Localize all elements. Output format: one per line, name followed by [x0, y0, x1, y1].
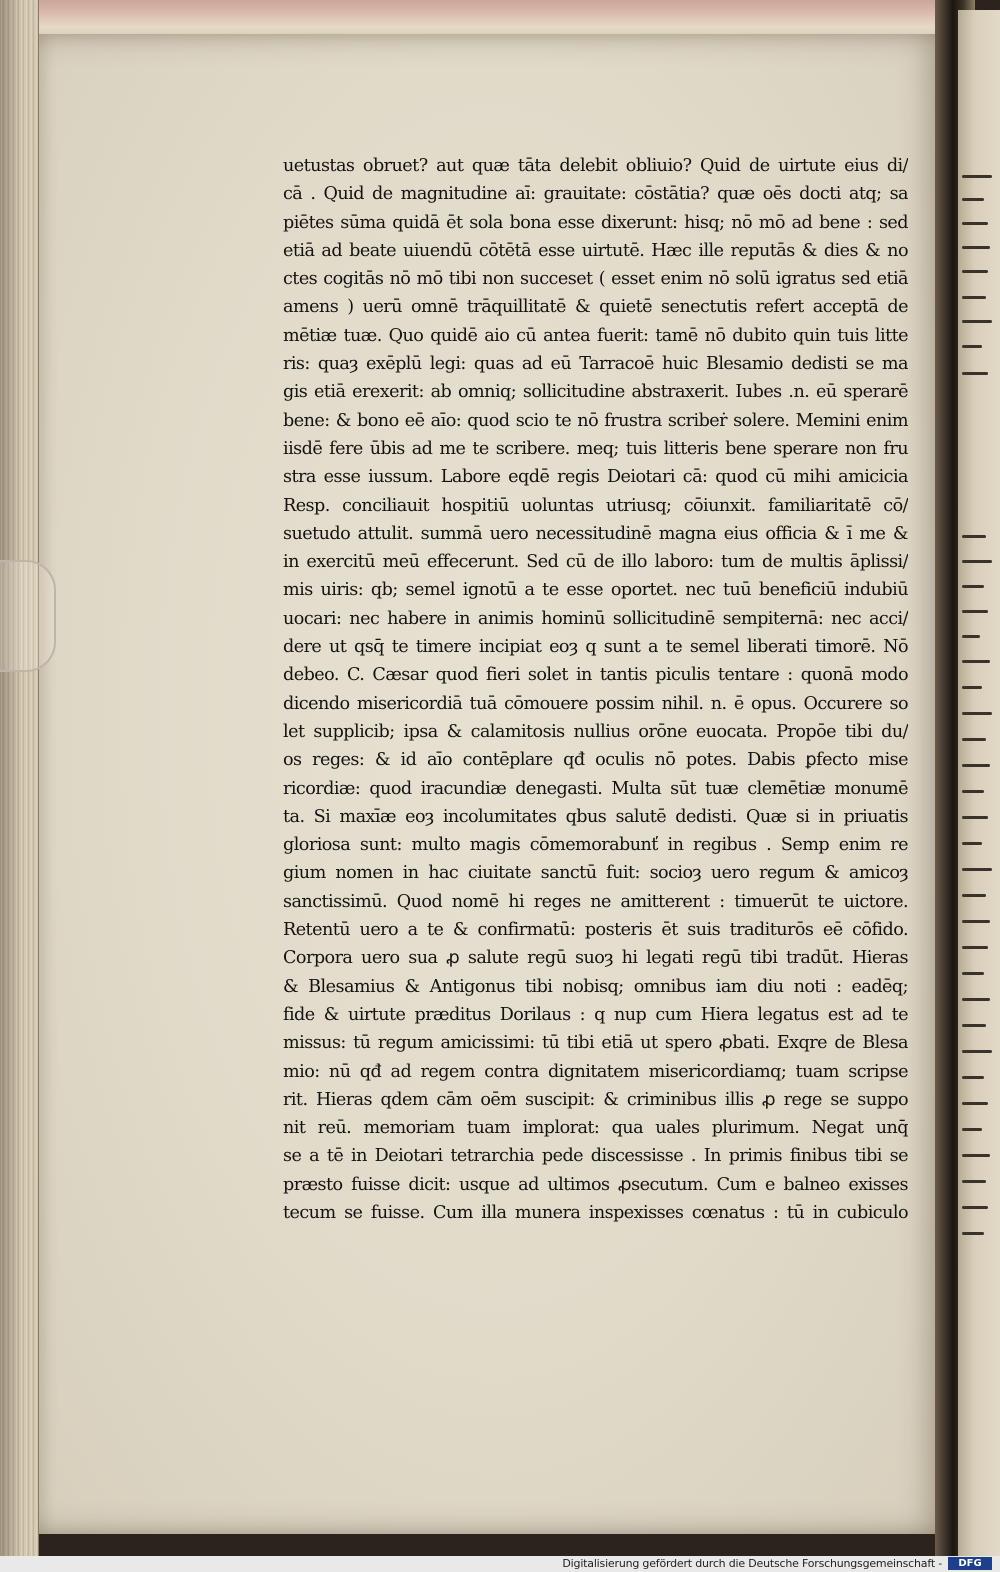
text-line: os reges: & id aīo contēplare qđ oculis nō potes. Dabis ꝑfecto mise: [283, 750, 908, 771]
text-line: fide & uirtute præditus Dorilaus : q nup cum Hiera legatus est ad te: [283, 1004, 908, 1025]
text-line: mio: nū qđ ad regem contra dignitatem misericordiamq; tuam scripse: [283, 1061, 908, 1082]
text-line: gium nomen in hac ciuitate sanctū fuit: socioȝ uero regum & amicoȝ: [283, 863, 908, 884]
facing-page-text-fragment: [962, 764, 990, 767]
facing-page-text-fragment: [962, 920, 990, 923]
text-line: Resp. conciliauit hospitiū uoluntas utriusq; cōiunxit. familiaritatē cō/: [283, 495, 908, 516]
text-line: se a tē in Deiotari tetrarchia pede discessisse . In primis finibus tibi se: [283, 1146, 908, 1167]
text-line: uocari: nec habere in animis hominū sollicitudinē sempiternā: nec acci/: [283, 608, 908, 629]
facing-page-text-fragment: [962, 894, 986, 897]
text-line: bene: & bono eē aīo: quod scio te nō frustra scribeṙ solere. Memini enim: [283, 410, 908, 431]
text-line: gis etiā erexerit: ab omniq; sollicitudine abstraxerit. Iubes .n. eū sperarē: [283, 382, 908, 403]
right-page-fragment: [958, 10, 1000, 1556]
book-top-edge: [20, 0, 960, 38]
facing-page-text-fragment: [962, 790, 984, 793]
text-line: cā . Quid de magnitudine aī: grauitate: cōstātia? quæ oēs docti atq; sa: [283, 184, 908, 205]
dfg-logo[interactable]: DFG: [948, 1557, 992, 1570]
facing-page-text-fragment: [962, 560, 992, 563]
facing-page-text-fragment: [962, 868, 992, 871]
facing-page-text-fragment: [962, 738, 986, 741]
text-line: piētes sūma quidā ēt sola bona esse dixerunt: hisq; nō mō ad bene : sed: [283, 212, 908, 233]
text-line: præsto fuisse dicit: usque ad ultimos ꝓsecutum. Cum e balneo exisses: [283, 1174, 908, 1195]
text-line: in exercitū meū effecerunt. Sed cū de illo laboro: tum de multis āplissi/: [283, 552, 908, 573]
text-line: let supplicib; ipsa & calamitosis nullius orōne euocata. Propōe tibi du/: [283, 721, 908, 742]
facing-page-text-fragment: [962, 842, 982, 845]
facing-page-text-fragment: [962, 372, 988, 375]
text-line: tecum se fuisse. Cum illa munera inspexisses cœnatus : tū in cubiculo: [283, 1202, 908, 1223]
facing-page-text-fragment: [962, 1102, 988, 1105]
facing-page-text-fragment: [962, 1050, 992, 1053]
footer-credit: Digitalisierung gefördert durch die Deutsche Forschungsgemeinschaft -: [562, 1557, 942, 1570]
facing-page-text-fragment: [962, 1206, 988, 1209]
text-line: dere ut qsq̄ te timere incipiat eoȝ q sunt a te semel liberati timorē. Nō: [283, 637, 908, 658]
facing-page-text-fragment: [962, 535, 986, 538]
facing-page-text-fragment: [962, 816, 988, 819]
facing-page-text-fragment: [962, 635, 980, 638]
text-line: missus: tū regum amicissimi: tū tibi etiā ut spero ꝓbati. Exqre de Blesa: [283, 1033, 908, 1054]
page-stack-edge: [0, 0, 39, 1556]
text-line: sanctissimū. Quod nomē hi reges ne amitterent : timuerūt te uictore.: [283, 891, 908, 912]
facing-page-text-fragment: [962, 585, 984, 588]
facing-page-text-fragment: [962, 660, 990, 663]
text-line: uetustas obruet? aut quæ tāta delebit obliuio? Quid de uirtute eius di/: [283, 156, 908, 176]
text-line: debeo. C. Cæsar quod fieri solet in tantis piculis tentare : quonā modo: [283, 665, 908, 686]
text-line: stra esse iussum. Labore eqdē regis Deiotari cā: quod cū mihi amicicia: [283, 467, 908, 488]
text-line: Corpora uero sua ꝓ salute regū suoȝ hi legati regū tibi tradūt. Hieras: [283, 948, 908, 969]
facing-page-text-fragment: [962, 222, 988, 225]
text-line: ris: quaȝ exēplū legi: quas ad eū Tarracoē huic Blesamio dedisti se ma: [283, 354, 908, 375]
page-text: [283, 152, 908, 1227]
facing-page-text-fragment: [962, 320, 992, 323]
facing-page-text-fragment: [962, 1024, 986, 1027]
clasp-strap: [0, 560, 56, 672]
facing-page-text-fragment: [962, 1076, 984, 1079]
text-line: ta. Si maxīæ eoȝ incolumitates qbus salutē dedisti. Quæ si in priuatis: [283, 806, 908, 827]
text-line: mētiæ tuæ. Quo quidē aio cū antea fuerit: tamē nō dubito quin tuis litte: [283, 325, 908, 346]
facing-page-text-fragment: [962, 1232, 984, 1235]
text-line: ctes cogitās nō mō tibi non succeset ( esset enim nō solū igratus sed etiā: [283, 269, 908, 290]
facing-page-text-fragment: [962, 270, 988, 273]
facing-page-text-fragment: [962, 610, 988, 613]
facing-page-text-fragment: [962, 998, 990, 1001]
text-line: etiā ad beate uiuendū cōtētā esse uirtutē. Hæc ille reputās & dies & no: [283, 240, 908, 261]
text-line: & Blesamius & Antigonus tibi nobisq; omnibus iam diu noti : eadēq;: [283, 976, 908, 997]
facing-page-text-fragment: [962, 246, 990, 249]
facing-page-text-fragment: [962, 686, 982, 689]
text-line: nit reū. memoriam tuam implorat: qua uales plurimum. Negat unq̄: [283, 1118, 908, 1139]
facing-page-text-fragment: [962, 296, 986, 299]
text-line: gloriosa sunt: multo magis cōmemorabunť in regibus . Semp enim re: [283, 835, 908, 856]
text-line: mis uiris: qb; semel ignotū a te esse oportet. nec tuū beneficiū indubiū: [283, 580, 908, 601]
text-line: suetudo attulit. summā uero necessitudinē magna eius officia & ī me &: [283, 523, 908, 544]
facing-page-text-fragment: [962, 972, 984, 975]
text-line: amens ) uerū omnē trāquillitatē & quietē senectutis refert acceptā de: [283, 297, 908, 318]
text-line: iisdē fere ūbis ad me te scribere. meq; tuis litteris bene sperare non fru: [283, 438, 908, 459]
facing-page-text-fragment: [962, 712, 992, 715]
facing-page-text-fragment: [962, 198, 984, 201]
text-line: Retentū uero a te & confirmatū: posteris ēt suis traditurōs eē cōfido.: [283, 920, 908, 941]
facing-page-text-fragment: [962, 1180, 986, 1183]
text-line: rit. Hieras qdem cām oēm suscipit: & criminibus illis ꝓ rege se suppo: [283, 1089, 908, 1110]
facing-page-text-fragment: [962, 1154, 990, 1157]
facing-page-text-fragment: [962, 175, 992, 178]
facing-page-text-fragment: [962, 345, 982, 348]
footer-bar: [0, 1556, 1000, 1572]
facing-page-text-fragment: [962, 946, 988, 949]
text-line: ricordiæ: quod iracundiæ denegasti. Multa sūt tuæ clemētiæ monumē: [283, 778, 908, 799]
facing-page-text-fragment: [962, 1128, 982, 1131]
text-line: dicendo misericordiā tuā cōmouere possim nihil. n. ē opus. Occurere so: [283, 693, 908, 714]
